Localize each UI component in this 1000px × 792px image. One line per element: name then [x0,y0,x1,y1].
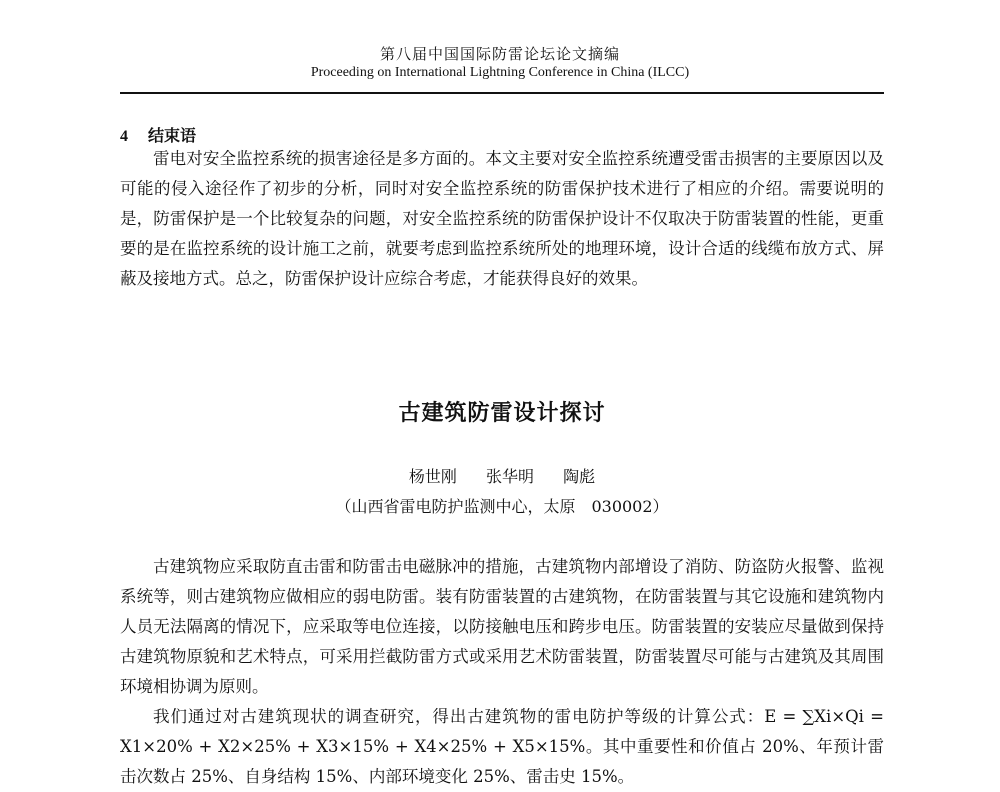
header-title-english: Proceeding on International Lightning Conference in China (ILCC) [310,65,690,80]
conclusion-section [120,144,884,294]
conclusion-paragraph: 雷电对安全监控系统的损害途径是多方面的。本文主要对安全监控系统遭受雷击损害的主要原因以及可能的侵入途径作了初步的分析，同时对安全监控系统的防雷保护技术进行了相应的介绍。需要说明的是，防雷保护是一个比较复杂的问题，对安全监控系统的防雷保护设计不仅取决于防雷装置的性能，更重要的是在监控系统的设计施工之前，就要考虑到监控系统所处的地理环境，设计合适的线缆布放方式、屏蔽及接地方式。总之，防雷保护设计应综合考虑，才能获得良好的效果。 [120,149,884,288]
body-paragraph: 我们通过对古建筑现状的调查研究，得出古建筑物的雷电防护等级的计算公式：E = ∑Xi×Qi = X1×20% + X2×25% + X3×15% + X4×25% + X5×15%。其中重要性和价值占 20%、年预计雷击次数占 25%、自身结构 15%、内部环境变化 25%、雷击史 15%。 [120,707,884,786]
body-paragraph: 古建筑物应采取防直击雷和防雷击电磁脉冲的措施，古建筑物内部增设了消防、防盗防火报警、监视系统等，则古建筑物应做相应的弱电防雷。装有防雷装置的古建筑物，在防雷装置与其它设施和建筑物内人员无法隔离的情况下，应采取等电位连接，以防接触电压和跨步电压。防雷装置的安装应尽量做到保持古建筑物原貌和艺术特点，可采用拦截防雷方式或采用艺术防雷装置，防雷装置尽可能与古建筑及其周围环境相协调为原则。 [120,557,884,696]
author-name: 张华明 [485,467,534,486]
article-body [120,552,884,792]
author-name: 杨世刚 [408,467,457,486]
section-title: 结束语 [148,126,197,145]
author-affiliation: （山西省雷电防护监测中心，太原 030002） [335,497,669,516]
author-name: 陶彪 [563,467,596,486]
header-rule [120,92,884,94]
section-number: 4 [120,128,128,145]
running-header [120,44,880,82]
author-list [120,464,884,490]
article-title: 古建筑防雷设计探讨 [398,400,606,426]
header-title-chinese: 第八届中国国际防雷论坛论文摘编 [379,45,620,63]
